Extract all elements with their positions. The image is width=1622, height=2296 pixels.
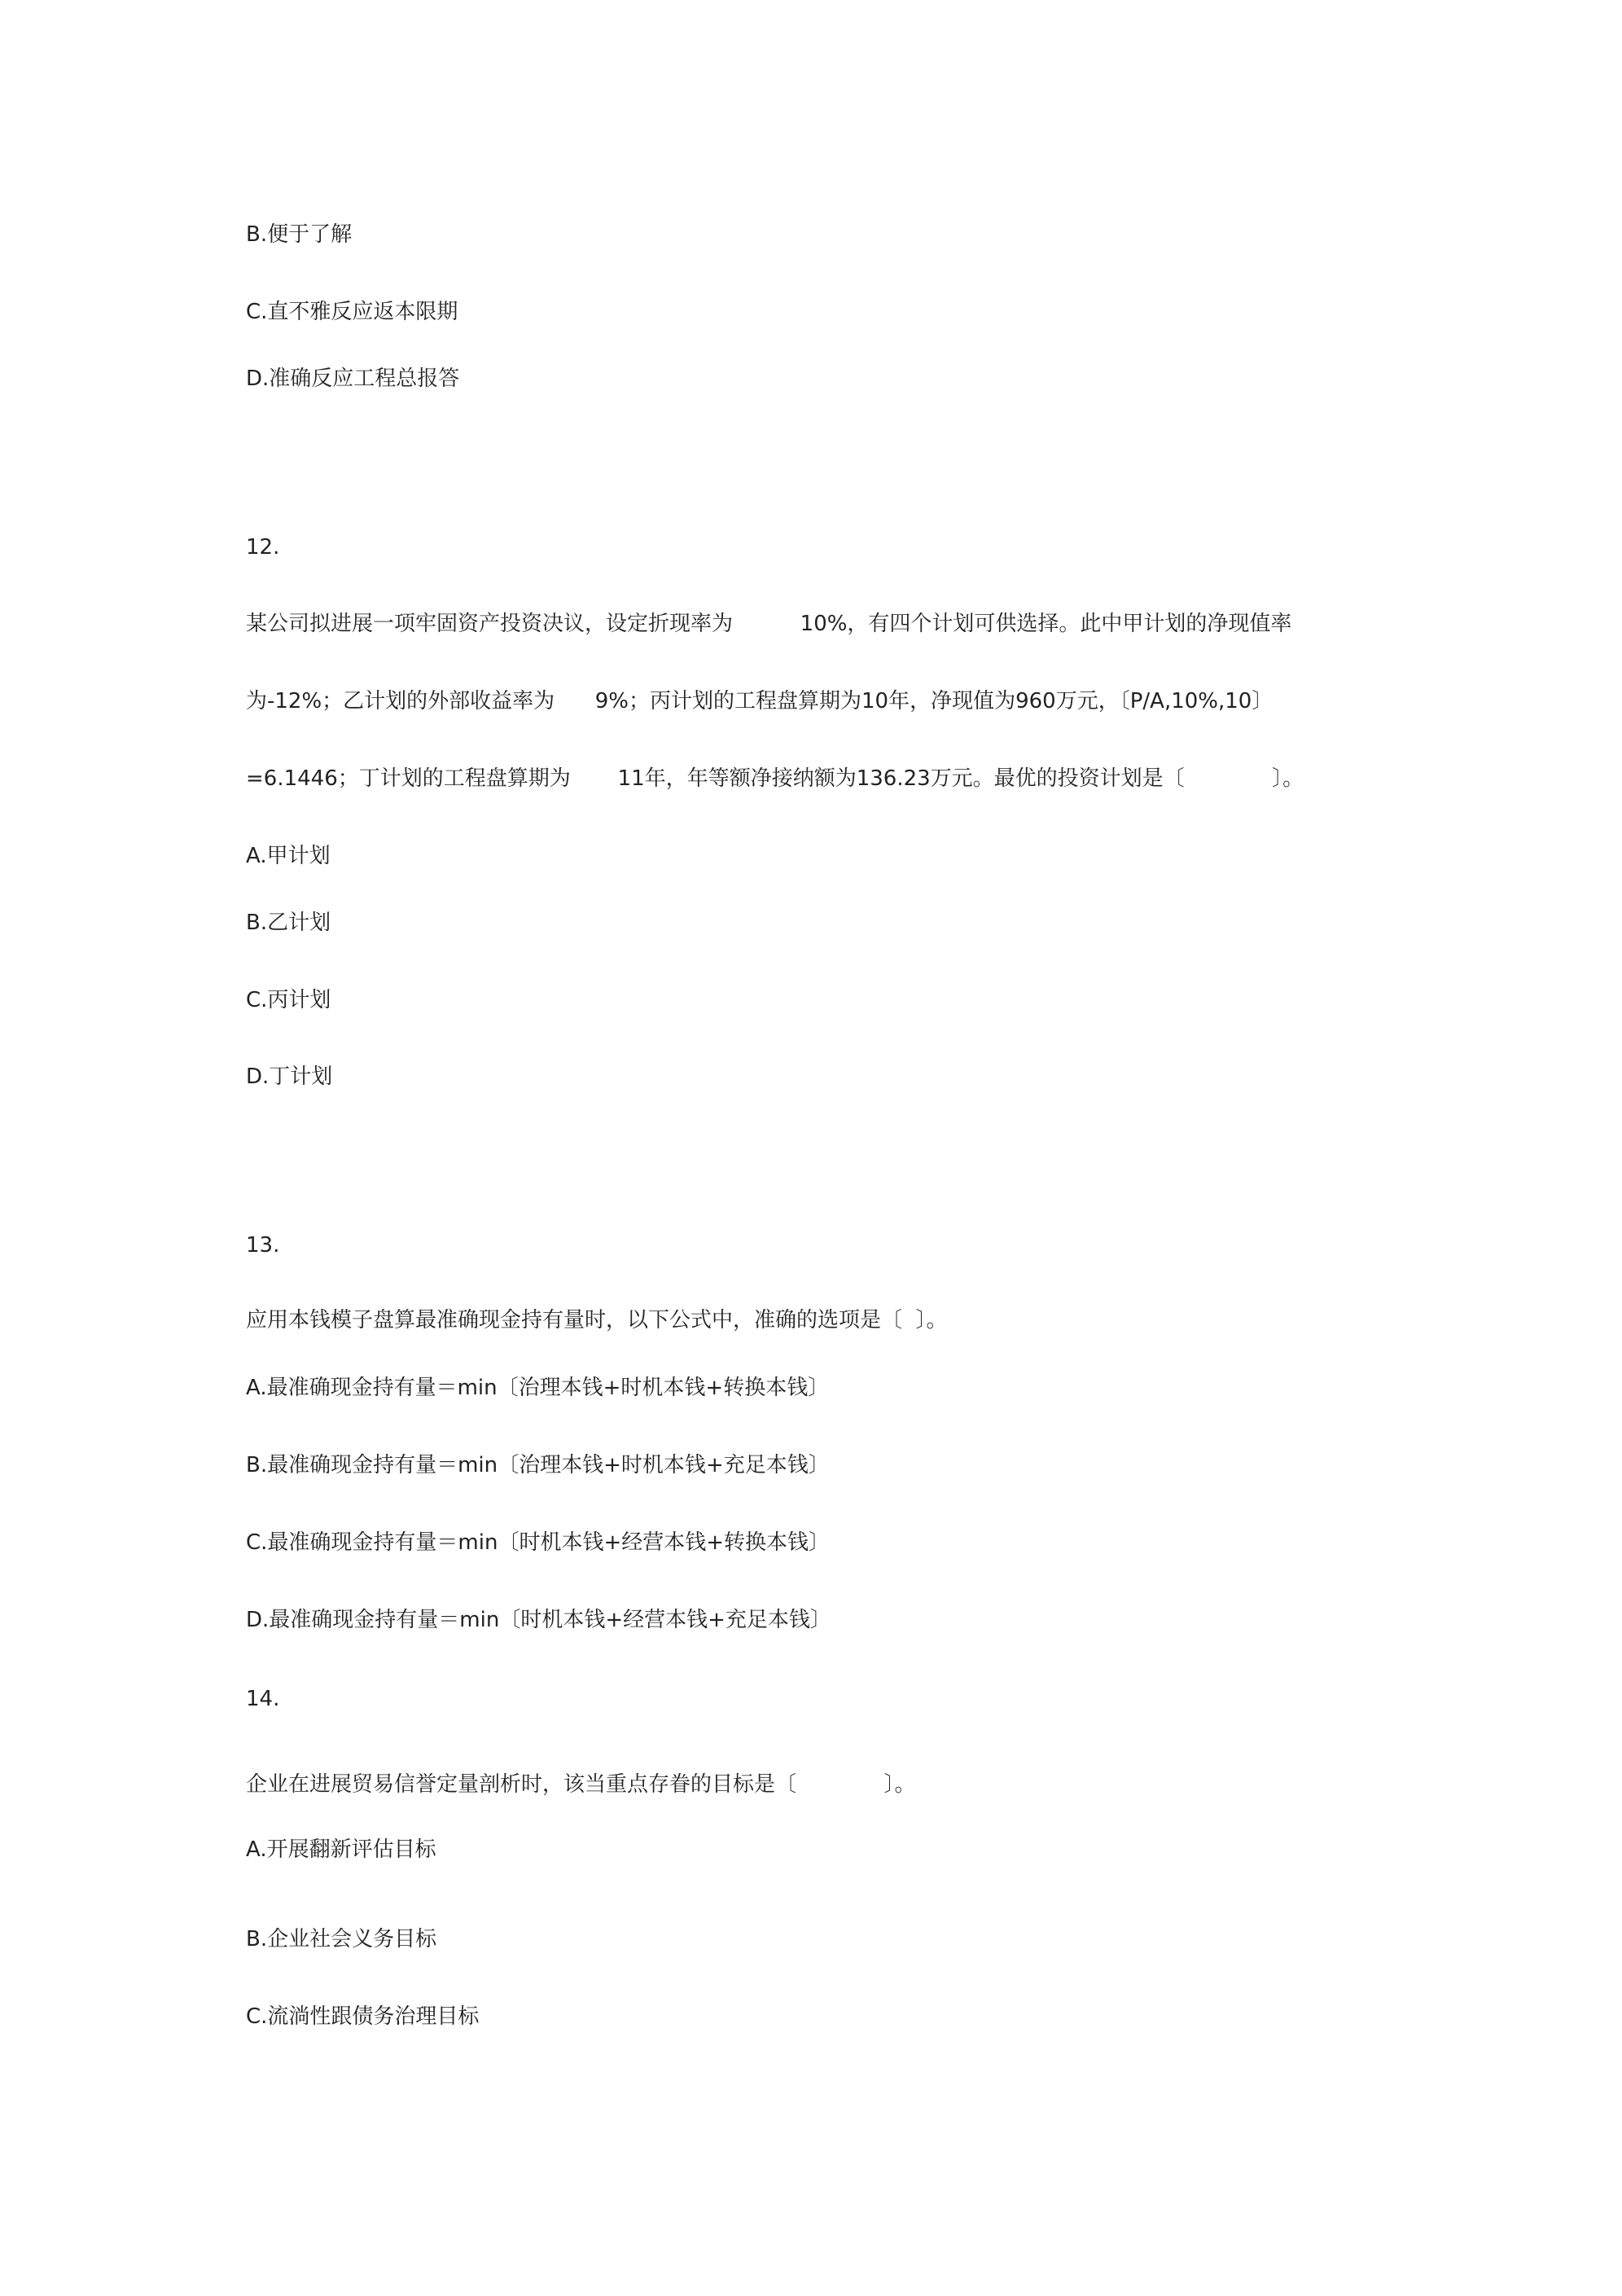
q14-option-b: B.企业社会义务目标	[246, 1927, 437, 1951]
q14-number: 14.	[246, 1687, 280, 1711]
q12-option-b: B.乙计划	[246, 911, 331, 935]
q13-option-c: C.最准确现金持有量＝min〔时机本钱+经营本钱+转换本钱〕	[246, 1530, 831, 1555]
q12-stem-line-1: 某公司拟进展一项牢固资产投资决议，设定折现率为 10%，有四个计划可供选择。此中甲计划的净现值率	[246, 612, 1292, 636]
q14-option-a: A.开展翻新评估目标	[246, 1837, 436, 1862]
q11-option-d: D.准确反应工程总报答	[246, 367, 460, 391]
q13-number: 13.	[246, 1233, 280, 1258]
q13-option-a: A.最准确现金持有量＝min〔治理本钱+时机本钱+转换本钱〕	[246, 1376, 830, 1400]
q12-stem-line-2: 为-12%；乙计划的外部收益率为 9%；丙计划的工程盘算期为10年，净现值为960万元，〔P/A,10%,10〕	[246, 689, 1273, 713]
q12-number: 12.	[246, 535, 280, 560]
q12-option-a: A.甲计划	[246, 844, 331, 868]
q12-option-c: C.丙计划	[246, 988, 331, 1012]
q11-option-c: C.直不雅反应返本限期	[246, 300, 458, 324]
q14-option-c: C.流淌性跟债务治理目标	[246, 2004, 480, 2029]
q13-option-d: D.最准确现金持有量＝min〔时机本钱+经营本钱+充足本钱〕	[246, 1608, 831, 1632]
q12-option-d: D.丁计划	[246, 1065, 333, 1089]
q13-option-b: B.最准确现金持有量＝min〔治理本钱+时机本钱+充足本钱〕	[246, 1453, 830, 1477]
q13-stem: 应用本钱模子盘算最准确现金持有量时，以下公式中，准确的选项是〔 〕。	[246, 1308, 948, 1332]
q11-option-b: B.便于了解	[246, 222, 353, 247]
q14-stem: 企业在进展贸易信誉定量剖析时，该当重点存眷的目标是〔 〕。	[246, 1772, 916, 1797]
q12-stem-line-3: =6.1446；丁计划的工程盘算期为 11年，年等额净接纳额为136.23万元。最优的投资计划是〔 〕。	[246, 766, 1304, 791]
